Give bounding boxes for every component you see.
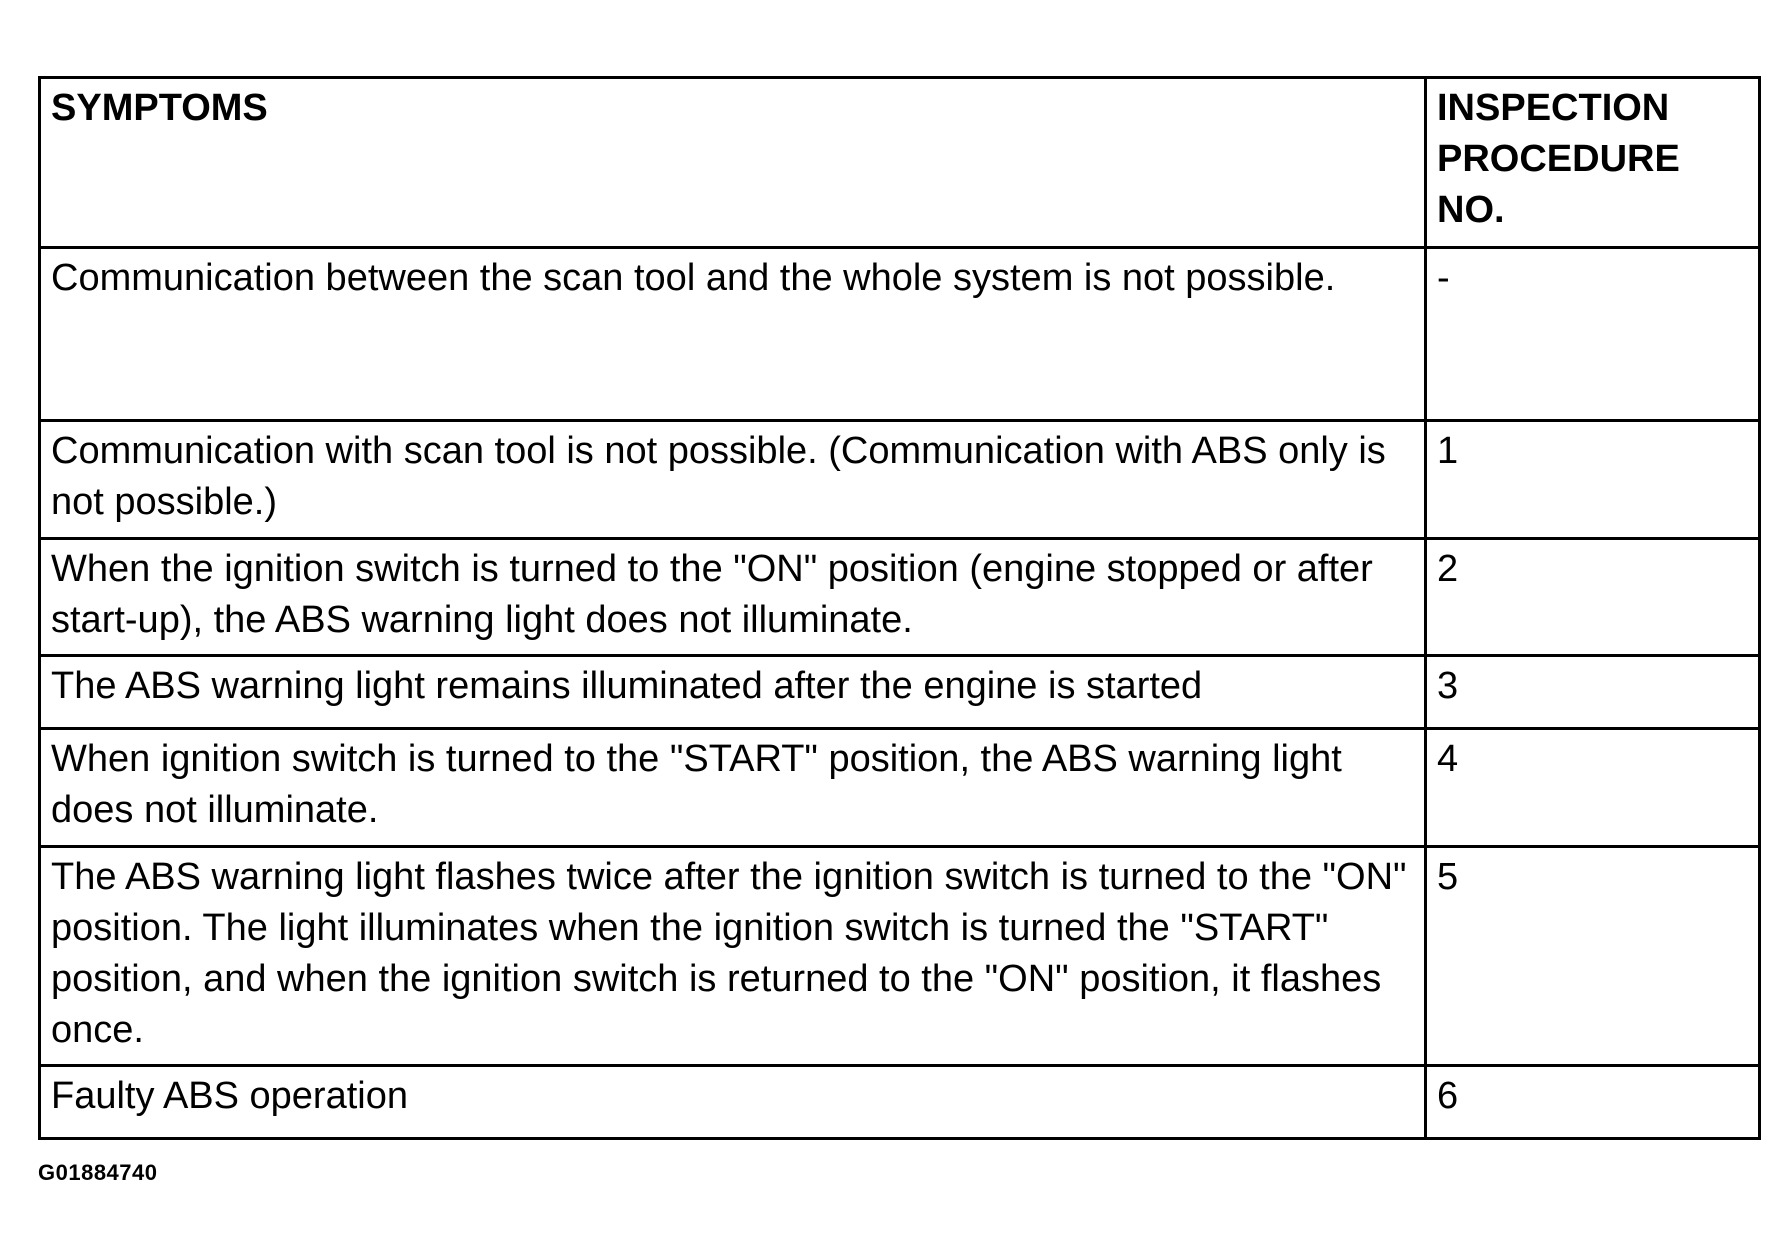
symptom-cell: When ignition switch is turned to the "START" position, the ABS warning light does not illuminate. <box>40 729 1426 847</box>
header-row <box>40 78 1760 248</box>
procedure-cell: - <box>1426 248 1760 421</box>
table-header <box>40 78 1760 248</box>
table-row <box>40 729 1760 847</box>
table-body <box>40 248 1760 1139</box>
procedure-cell: 1 <box>1426 421 1760 539</box>
figure-id: G01884740 <box>38 1160 158 1185</box>
procedure-cell: 3 <box>1426 656 1760 729</box>
procedure-cell: 5 <box>1426 847 1760 1066</box>
symptom-cell: Communication between the scan tool and the whole system is not possible. <box>40 248 1426 421</box>
procedure-cell: 6 <box>1426 1066 1760 1139</box>
table-row <box>40 539 1760 656</box>
table-row <box>40 421 1760 539</box>
symptom-cell: When the ignition switch is turned to the "ON" position (engine stopped or after start-up), the ABS warning light does not illuminate. <box>40 539 1426 656</box>
table-row <box>40 847 1760 1066</box>
table-row <box>40 656 1760 729</box>
symptom-cell: The ABS warning light flashes twice after the ignition switch is turned to the "ON" position. The light illuminates when the ignition switch is turned the "START" position, and when the ignition switch is returned to the "ON" position, it flashes once. <box>40 847 1426 1066</box>
symptom-table <box>38 76 1761 1140</box>
header-inspection-procedure: INSPECTION PROCEDURE NO. <box>1426 78 1760 248</box>
header-symptoms: SYMPTOMS <box>40 78 1426 248</box>
procedure-cell: 4 <box>1426 729 1760 847</box>
procedure-cell: 2 <box>1426 539 1760 656</box>
table-row <box>40 248 1760 421</box>
symptom-cell: The ABS warning light remains illuminated after the engine is started <box>40 656 1426 729</box>
symptom-cell: Communication with scan tool is not possible. (Communication with ABS only is not possible.) <box>40 421 1426 539</box>
symptom-cell: Faulty ABS operation <box>40 1066 1426 1139</box>
table-row <box>40 1066 1760 1139</box>
